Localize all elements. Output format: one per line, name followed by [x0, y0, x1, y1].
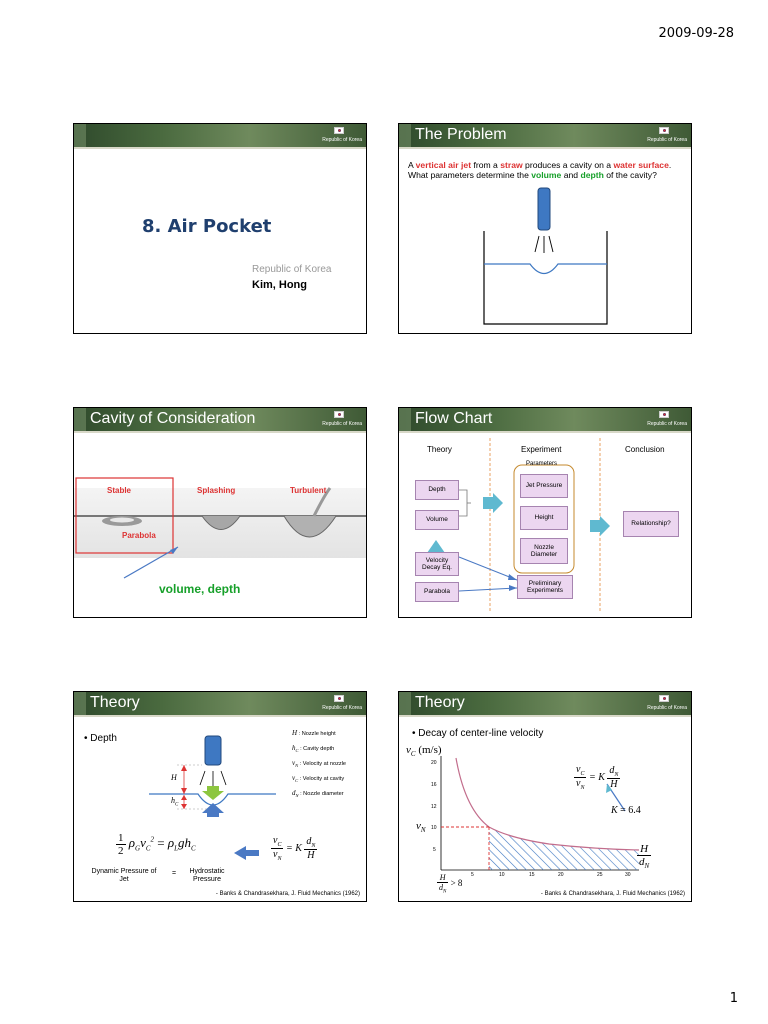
xtick-25: 25 [597, 872, 603, 878]
box-jet-pressure: Jet Pressure [520, 474, 568, 498]
slide-heading: The Problem [415, 126, 507, 143]
legend-row: $d_N$ : Nozzle diameter [292, 789, 344, 799]
slide-title [73, 123, 367, 334]
xtick-20: 20 [558, 872, 564, 878]
label-stable: Stable [107, 486, 132, 495]
equation-pressure: $\frac{1}{2}$ $\rho_Gv_C^2 = \rho_Lgh_C$ [118, 832, 196, 857]
xtick-15: 15 [529, 872, 535, 878]
header-country: Republic of Korea [647, 705, 687, 711]
header-country: Republic of Korea [322, 705, 362, 711]
legend-row: $h_C$ : Cavity depth [292, 744, 335, 754]
slide-cavity [73, 407, 367, 618]
slide-header [74, 124, 366, 149]
author-name: Kim, Hong [252, 279, 307, 291]
legend-row: $v_C$ : Velocity at cavity [292, 774, 345, 784]
slide-theory-decay [398, 691, 692, 902]
ytick-10: 10 [431, 825, 437, 831]
header-country: Republic of Korea [647, 421, 687, 427]
label-dynamic-pressure: Dynamic Pressure of Jet [91, 868, 157, 884]
label-turbulent: Turbulent [290, 486, 327, 495]
col-conclusion: Conclusion [625, 445, 665, 454]
jet-cavity-diagram [399, 124, 692, 334]
slide-heading: Flow Chart [415, 410, 493, 427]
box-velocity-decay: Velocity Decay Eq. [415, 552, 459, 576]
col-experiment: Experiment [521, 445, 562, 454]
box-height: Height [520, 506, 568, 530]
citation: - Banks & Chandrasekhara, J. Fluid Mechanics (1962) [215, 891, 360, 897]
ytick-12: 12 [431, 804, 437, 810]
symbol-legend [292, 727, 346, 803]
page-date: 2009-09-28 [658, 26, 734, 41]
header-country: Republic of Korea [322, 137, 362, 143]
slide-theory-depth [73, 691, 367, 902]
legend-row: H : Nozzle height [292, 729, 336, 737]
box-preliminary: Preliminary Experiments [517, 575, 573, 599]
citation: - Banks & Chandrasekhara, J. Fluid Mechanics (1962) [540, 891, 685, 897]
box-depth: Depth [415, 480, 459, 500]
bullet-depth: • Depth [84, 733, 117, 744]
flag-icon [334, 127, 344, 134]
problem-statement: A vertical air jet from a straw produces a cavity on a water surface. What parameters determine the volume and depth of the cavity? [408, 160, 672, 181]
slide-heading: Theory [90, 694, 140, 711]
header-country: Republic of Korea [322, 421, 362, 427]
equation-velocity-ratio: $\frac{v_C}{v_N}$ = K $\frac{d_N}{H}$ [273, 835, 316, 862]
page-number: 1 [729, 991, 738, 1006]
label-splashing: Splashing [197, 486, 236, 495]
box-volume: Volume [415, 510, 459, 530]
axis-label-vc: $v_C$ (m/s) [406, 744, 442, 759]
slide-flowchart [398, 407, 692, 618]
author-country: Republic of Korea [252, 264, 332, 275]
header-country: Republic of Korea [647, 137, 687, 143]
col-theory: Theory [427, 445, 452, 454]
label-hc: $h_C$ [171, 796, 179, 808]
legend-row: $v_N$ : Velocity at nozzle [292, 759, 347, 769]
xtick-30: 30 [625, 872, 631, 878]
label-H: H [171, 773, 177, 782]
callout-volume-depth: volume, depth [159, 582, 241, 596]
k-value: K = 6.4 [611, 805, 641, 816]
slide-heading: Cavity of Consideration [90, 410, 256, 427]
xtick-5: 5 [471, 872, 474, 878]
label-parabola: Parabola [122, 531, 156, 540]
label-equals: = [172, 870, 177, 877]
equation-decay: $\frac{v_C}{v_N}$ = K $\frac{d_N}{H}$ [576, 764, 619, 791]
label-parameters: Parameters [526, 461, 558, 467]
decay-plot [399, 692, 692, 902]
presentation-title: 8. Air Pocket [142, 216, 272, 237]
slide-heading: Theory [415, 694, 465, 711]
label-vn: $v_N$ [416, 820, 426, 835]
condition-h-over-d: $\frac{H}{d_N}$ > 8 [439, 873, 463, 895]
ytick-16: 16 [431, 782, 437, 788]
box-parabola: Parabola [415, 582, 459, 602]
slide-problem [398, 123, 692, 334]
axis-label-h-over-d: $\frac{H}{d_N}$ [639, 843, 650, 871]
label-hydrostatic-pressure: Hydrostatic Pressure [189, 868, 225, 884]
box-relationship: Relationship? [623, 511, 679, 537]
box-nozzle-diameter: Nozzle Diameter [520, 538, 568, 564]
xtick-10: 10 [499, 872, 505, 878]
ytick-5: 5 [433, 847, 436, 853]
bullet-decay: • Decay of center-line velocity [412, 728, 544, 739]
ytick-20: 20 [431, 760, 437, 766]
